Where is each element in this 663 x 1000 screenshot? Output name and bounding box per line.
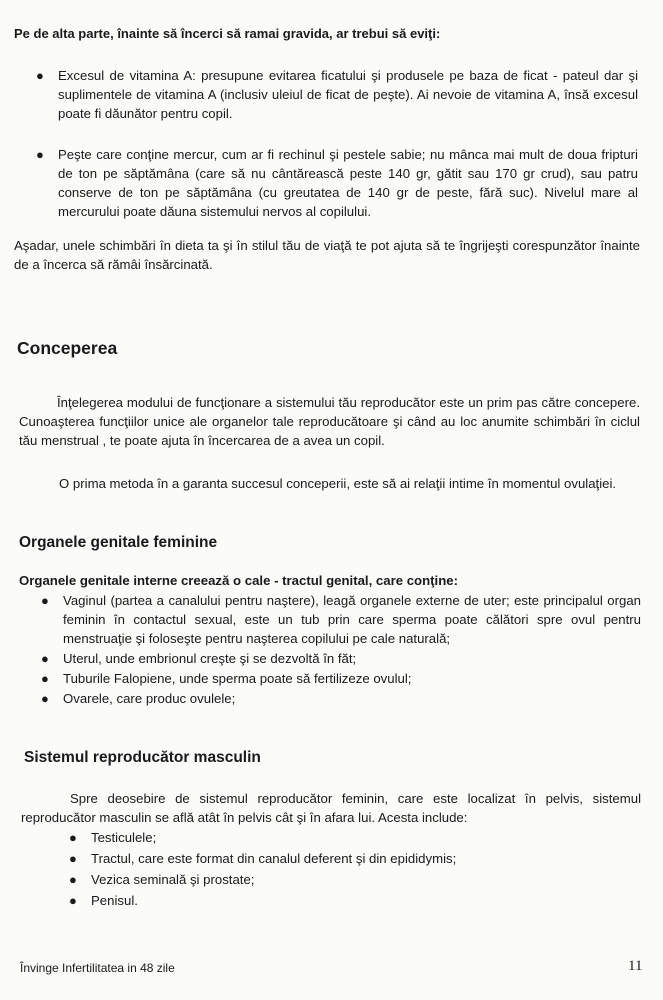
feminine-bullet-list bbox=[41, 591, 641, 708]
footer-book-title: Învinge Infertilitatea in 48 zile bbox=[20, 961, 175, 975]
section-title-masculin: Sistemul reproducător masculin bbox=[24, 749, 261, 766]
bullet-icon: ● bbox=[69, 851, 77, 866]
masculin-paragraph: Spre deosebire de sistemul reproducător feminin, care este localizat în pelvis, sistemul reproducător masculin se află atât în pelvis cât şi în afara lui. Acesta include: bbox=[21, 791, 641, 825]
bullet-icon: ● bbox=[36, 68, 44, 83]
list-item: ● Excesul de vitamina A: presupune evitarea ficatului şi produsele pe baza de ficat - pateul dar şi suplimentele de vitamina A (inclusiv uleiul de ficat de peşte). Ai nevoie de vitamina A, însă excesul poate fi dăunător pentru copil. bbox=[36, 68, 638, 121]
bullet-icon: ● bbox=[69, 872, 77, 887]
intro-bullet-list-2 bbox=[36, 145, 638, 221]
bullet-icon: ● bbox=[69, 893, 77, 908]
bullet-icon: ● bbox=[41, 671, 49, 686]
list-item: ● Uterul, unde embrionul creşte şi se dezvoltă în făt; bbox=[41, 651, 357, 666]
bullet-icon: ● bbox=[69, 830, 77, 845]
list-item: ● Testiculele; bbox=[69, 830, 157, 845]
bullet-icon: ● bbox=[36, 147, 44, 162]
list-item: ● Ovarele, care produc ovulele; bbox=[41, 691, 236, 706]
bullet-icon: ● bbox=[41, 593, 49, 608]
intro-heading: Pe de alta parte, înainte să încerci să ramai gravida, ar trebui să eviţi: bbox=[14, 26, 441, 41]
masculin-bullet-list bbox=[69, 828, 631, 910]
list-item: ● Vezica seminală şi prostate; bbox=[69, 872, 255, 887]
list-item: ● Penisul. bbox=[69, 893, 138, 908]
list-item: ● Peşte care conţine mercur, cum ar fi rechinul şi pestele sabie; nu mânca mai mult de doua fripturi de ton pe săptămâna (care să nu cântărească peste 140 gr, gătit sau 170 gr crud), sau patru conserve de ton pe săptămâna (cu greutatea de 140 gr de peste, fără suc). Nivelul mare al mercurului poate dăuna sistemului nervos al copilului. bbox=[36, 147, 638, 219]
section-title-feminine: Organele genitale feminine bbox=[19, 534, 218, 551]
section-title-conceperea: Conceperea bbox=[17, 338, 118, 358]
list-item: ● Vaginul (partea a canalului pentru naştere), leagă organele externe de uter; este principalul organ feminin în contactul sexual, este un tub prin care sperma poate călători spre ovul pentru menstruaţie şi foloseşte pentru naşterea copilului pe cale naturală; bbox=[41, 593, 641, 646]
conceperea-paragraph-2: O prima metoda în a garanta succesul conceperii, este să ai relaţii intime în momentul ovulaţiei. bbox=[59, 476, 617, 491]
list-item: ● Tuburile Falopiene, unde sperma poate să fertilizeze ovulul; bbox=[41, 671, 412, 686]
list-item: ● Tractul, care este format din canalul deferent şi din epididymis; bbox=[69, 851, 457, 866]
page-number: 11 bbox=[628, 958, 643, 974]
bullet-icon: ● bbox=[41, 651, 49, 666]
intro-bullet-list bbox=[36, 66, 638, 123]
conceperea-paragraph-1: Înţelegerea modului de funcţionare a sistemului tău reproducător este un prim pas către concepere. Cunoaşterea funcţiilor unice ale organelor tale reproducătoare şi când au loc anumite schimbări în ciclul tău menstrual , te poate ajuta în încercarea de a avea un copil. bbox=[19, 395, 640, 448]
feminine-subtitle: Organele genitale interne creează o cale - tractul genital, care conţine: bbox=[19, 573, 458, 588]
intro-conclusion: Aşadar, unele schimbări în dieta ta şi în stilul tău de viaţă te pot ajuta să te îngrijeşti corespunzător înainte de a încerca să rămâi însărcinată. bbox=[14, 238, 640, 272]
bullet-icon: ● bbox=[41, 691, 49, 706]
